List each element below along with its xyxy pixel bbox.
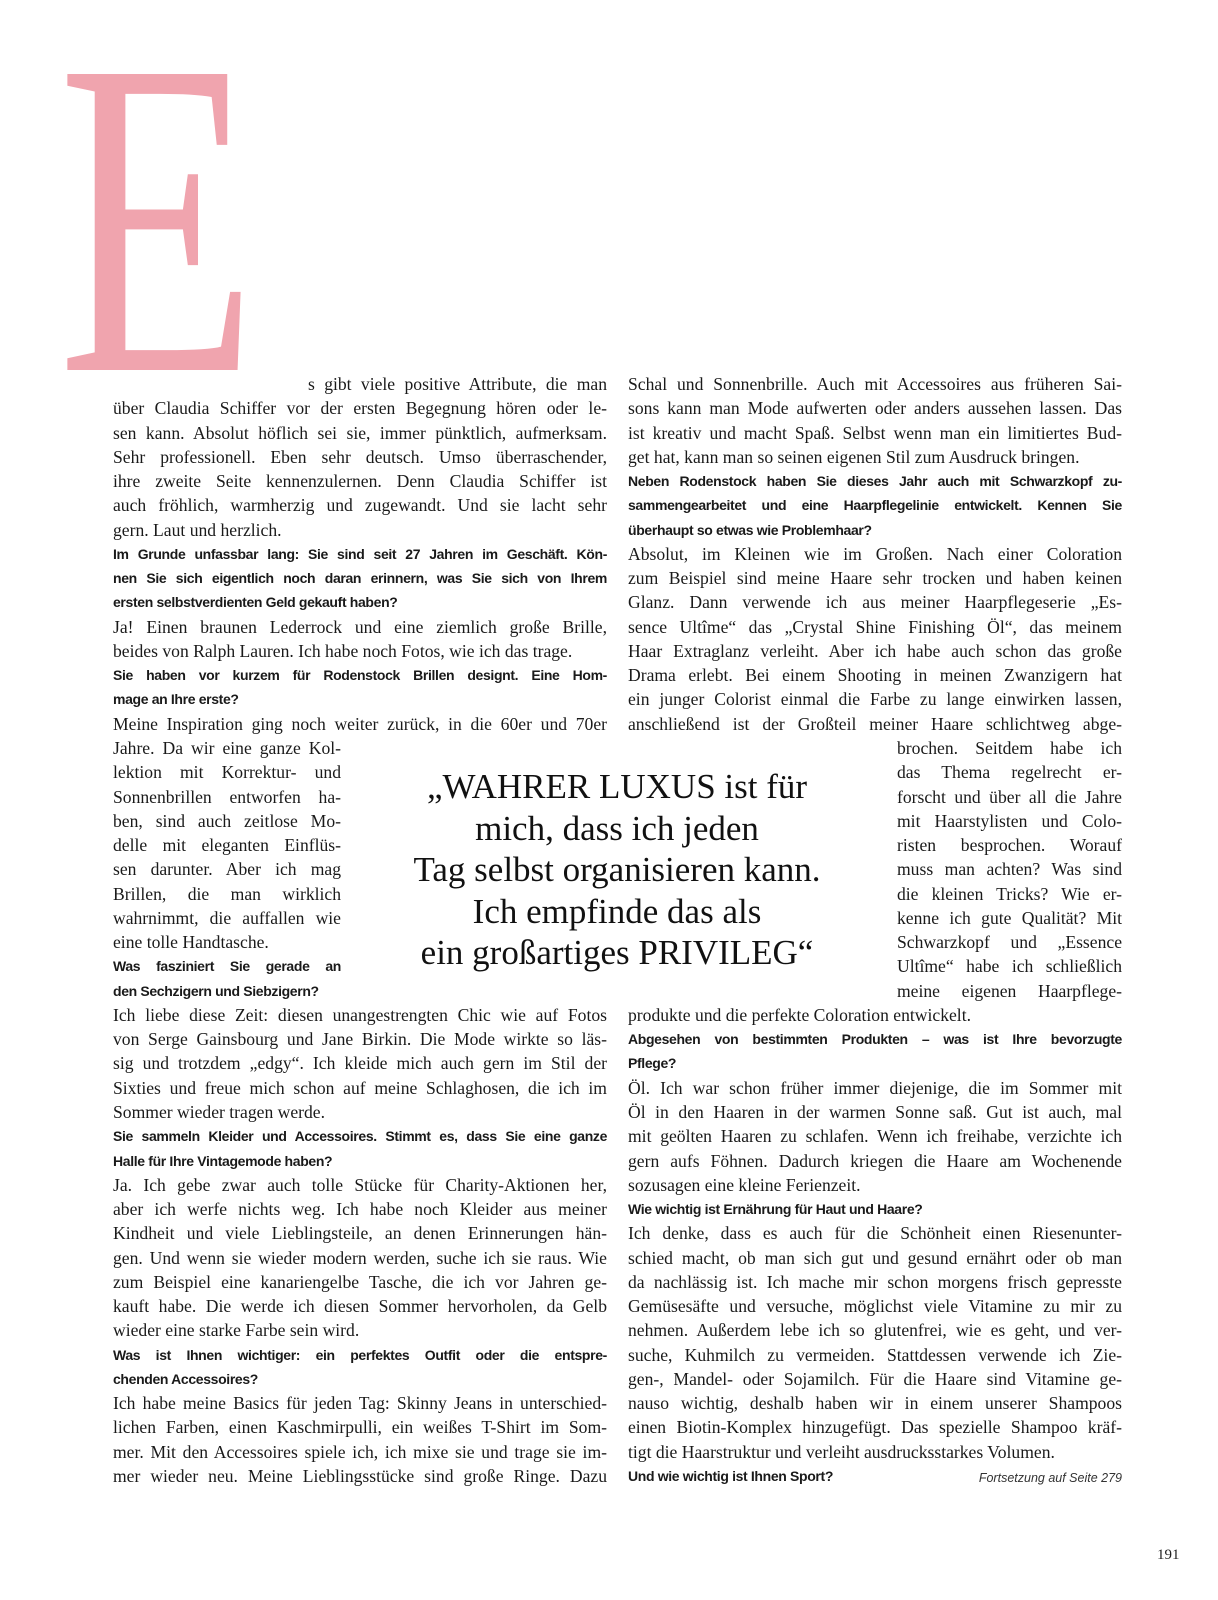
body-text-line: meine eigenen Haarpflege- <box>897 980 1122 1001</box>
body-text-line: gern. Laut und herzlich. <box>113 519 282 540</box>
interview-question-line: Und wie wichtig ist Ihnen Sport? <box>628 1467 834 1484</box>
body-text-line: Brillen, die man wirklich <box>113 883 341 904</box>
body-text-line: mit Haarstylisten und Colo- <box>897 810 1122 831</box>
body-text-line: nauso wichtig, deshalb haben wir in einem unserer Shampoos <box>628 1393 1122 1414</box>
interview-question-line: überhaupt so etwas wie Problemhaar? <box>628 521 872 538</box>
body-text-line: von Serge Gainsbourg und Jane Birkin. Die Mode wirkte so läs- <box>113 1029 607 1050</box>
body-text-line: auch fröhlich, warmherzig und zugewandt. Und sie lacht sehr <box>113 495 607 516</box>
body-text-line: eine tolle Handtasche. <box>113 932 269 953</box>
interview-question-line: Was ist Ihnen wichtiger: ein perfektes Outfit oder die entspre- <box>113 1346 607 1363</box>
drop-cap: E <box>58 0 257 468</box>
body-text-line: Absolut, im Kleinen wie im Großen. Nach einer Coloration <box>628 543 1122 564</box>
body-text-line: Drama erlebt. Bei einem Shooting in meinen Zwanzigern hat <box>628 665 1122 686</box>
interview-question-line: Sie sammeln Kleider und Accessoires. Stimmt es, dass Sie eine ganze <box>113 1128 607 1145</box>
body-text-line: zum Beispiel eine kanariengelbe Tasche, die ich vor Jahren ge- <box>113 1271 607 1292</box>
body-text-line: gen-, Mandel- oder Sojamilch. Für die Haare sind Vitamine ge- <box>628 1368 1122 1389</box>
body-text-line: sen kann. Absolut höflich sei sie, immer pünktlich, aufmerksam. <box>113 422 607 443</box>
body-text-line: anschließend ist der Großteil meiner Haare schlichtweg abge- <box>628 713 1122 734</box>
body-text-line: Ich denke, dass es auch für die Schönheit einen Riesenunter- <box>628 1223 1122 1244</box>
body-text-line: gern aufs Föhnen. Dadurch kriegen die Haare am Wochenende <box>628 1150 1122 1171</box>
page-number: 191 <box>1157 1547 1180 1563</box>
body-text-line: nehmen. Außerdem lebe ich so glutenfrei, wie es geht, und ver- <box>628 1320 1122 1341</box>
body-text-line: sozusagen eine kleine Ferienzeit. <box>628 1174 861 1195</box>
body-text-line: Ich habe meine Basics für jeden Tag: Skinny Jeans in unterschied- <box>113 1393 607 1414</box>
body-text-line: gen. Und wenn sie wieder modern werden, suche ich sie raus. Wie <box>113 1247 607 1268</box>
body-text-line: sig und trotzdem „edgy“. Ich kleide mich auch gern im Stil der <box>113 1053 607 1074</box>
body-text-line: ben, sind auch zeitlose Mo- <box>113 810 341 831</box>
body-text-line: ist kreativ und macht Spaß. Selbst wenn man ein limitiertes Bud- <box>628 422 1122 443</box>
continued-note: Fortsetzung auf Seite 279 <box>978 1471 1122 1485</box>
body-text-line: forscht und über all die Jahre <box>897 786 1122 807</box>
body-text-line: ihre zweite Seite kennenzulernen. Denn Claudia Schiffer ist <box>113 471 607 492</box>
body-text-line: sence Ultîme“ das „Crystal Shine Finishing Öl“, das meinem <box>628 616 1122 637</box>
body-text-line: Öl. Ich war schon früher immer diejenige, die im Sommer mit <box>628 1077 1122 1098</box>
body-text-line: muss man achten? Was sind <box>897 859 1122 880</box>
body-text-line: Sixties und freue mich schon auf meine Schlaghosen, die ich im <box>113 1077 607 1098</box>
interview-question-line: Sie haben vor kurzem für Rodenstock Brillen designt. Eine Hom- <box>113 667 607 684</box>
body-text-line: delle mit eleganten Einflüs- <box>113 835 341 856</box>
body-text-line: ein junger Colorist einmal die Farbe zu lange einwirken lassen, <box>628 689 1122 710</box>
interview-question-line: Abgesehen von bestimmten Produkten – was ist Ihre bevorzugte <box>628 1031 1122 1048</box>
body-text-line: Gemüsesäfte und versuche, möglichst viele Vitamine zu mir zu <box>628 1296 1122 1317</box>
body-text-line: wahrnimmt, die auffallen wie <box>113 907 341 928</box>
interview-question-line: ersten selbstverdienten Geld gekauft haben? <box>113 594 398 611</box>
body-text-line: wieder eine starke Farbe sein wird. <box>113 1320 360 1341</box>
interview-question-line: Halle für Ihre Vintagemode haben? <box>113 1152 333 1169</box>
body-text-line: zum Beispiel sind meine Haare sehr trocken und haben keinen <box>628 568 1122 589</box>
body-text-line: Kindheit und viele Lieblingsteile, an denen Erinnerungen hän- <box>113 1223 607 1244</box>
pull-quote-line: Tag selbst organisieren kann. <box>413 850 821 889</box>
body-text-line: Glanz. Dann verwende ich aus meiner Haarpflegeserie „Es- <box>628 592 1122 613</box>
body-text-line: Haar Extraglanz verleiht. Aber ich habe auch schon das große <box>628 640 1122 661</box>
body-text-line: lichen Farben, einen Kaschmirpulli, ein weißes T-Shirt im Som- <box>113 1417 607 1438</box>
pull-quote-line: ein großartiges PRIVILEG“ <box>420 933 814 972</box>
body-text-line: Ja. Ich gebe zwar auch tolle Stücke für Charity-Aktionen her, <box>113 1174 607 1195</box>
body-text-line: s gibt viele positive Attribute, die man <box>308 374 607 394</box>
pull-quote-line: Ich empfinde das als <box>472 891 762 931</box>
body-text-line: Ultîme“ habe ich schließlich <box>897 956 1122 977</box>
body-text-line: aber ich werfe nichts weg. Ich habe noch Kleider aus meiner <box>113 1199 607 1220</box>
interview-question-line: Neben Rodenstock haben Sie dieses Jahr auch mit Schwarzkopf zu- <box>628 473 1122 490</box>
body-text-line: lektion mit Korrektur- und <box>113 762 341 783</box>
interview-question-line: Pflege? <box>628 1055 677 1072</box>
body-text-line: kauft habe. Die werde ich diesen Sommer hervorholen, da Gelb <box>113 1296 607 1317</box>
pull-quote-line: mich, dass ich jeden <box>475 808 759 848</box>
body-text-line: kenne ich gute Qualität? Mit <box>897 907 1122 928</box>
body-text-line: brochen. Seitdem habe ich <box>897 737 1122 758</box>
body-text-line: schied macht, ob man sich gut und gesund ernährt oder ob man <box>628 1247 1122 1268</box>
body-text-line: risten besprochen. Worauf <box>897 835 1122 856</box>
body-text-line: Schal und Sonnenbrille. Auch mit Accessoires aus früheren Sai- <box>628 374 1122 394</box>
body-text-line: Ich liebe diese Zeit: diesen unangestrengten Chic wie auf Fotos <box>113 1004 607 1025</box>
body-text-line: Schwarzkopf und „Essence <box>897 932 1122 953</box>
interview-question-line: den Sechzigern und Siebzigern? <box>113 982 319 999</box>
body-text-line: mit geölten Haaren zu schlafen. Wenn ich freihabe, verzichte ich <box>628 1126 1122 1147</box>
interview-question-line: mage an Ihre erste? <box>113 691 239 708</box>
interview-question-line: nen Sie sich eigentlich noch daran erinnern, was Sie sich von Ihrem <box>113 570 607 587</box>
interview-question-line: sammengearbeitet und eine Haarpflegelinie entwickelt. Kennen Sie <box>628 497 1122 514</box>
body-text-line: Jahre. Da wir eine ganze Kol- <box>113 737 341 758</box>
body-text-line: get hat, kann man so seinen eigenen Stil zum Ausdruck bringen. <box>628 446 1080 467</box>
body-text-line: da nachlässig ist. Ich mache mir schon morgens frisch gepresste <box>628 1271 1122 1292</box>
body-text-line: Meine Inspiration ging noch weiter zurück, in die 60er und 70er <box>113 713 607 734</box>
body-text-line: Sonnenbrillen entworfen ha- <box>113 786 341 807</box>
body-text-line: Öl in den Haaren in der warmen Sonne saß. Gut ist auch, mal <box>628 1101 1122 1122</box>
body-text-line: mer. Mit den Accessoires spiele ich, ich mixe sie und trage sie im- <box>113 1441 607 1462</box>
body-text-line: produkte und die perfekte Coloration entwickelt. <box>628 1004 971 1025</box>
pull-quote <box>380 766 854 974</box>
body-text-line: tigt die Haarstruktur und verleiht ausdrucksstarkes Volumen. <box>628 1441 1055 1462</box>
body-text-line: sons kann man Mode aufwerten oder anders aussehen lassen. Das <box>628 398 1122 419</box>
body-text-line: Ja! Einen braunen Lederrock und eine ziemlich große Brille, <box>113 616 607 637</box>
body-text-line: mer wieder neu. Meine Lieblingsstücke sind große Ringe. Dazu <box>113 1465 607 1486</box>
body-text-line: suche, Kuhmilch zu vermeiden. Stattdessen verwende ich Zie- <box>628 1344 1122 1365</box>
pull-quote-line: „WAHRER LUXUS ist für <box>426 767 808 806</box>
interview-question-line: Was fasziniert Sie gerade an <box>113 958 341 975</box>
body-text-line: sen darunter. Aber ich mag <box>113 859 341 880</box>
body-text-line: die kleinen Tricks? Wie er- <box>897 883 1122 904</box>
body-text-line: einen Biotin-Komplex hinzugefügt. Das spezielle Shampoo kräf- <box>628 1417 1122 1438</box>
body-text-line: das Thema regelrecht er- <box>897 762 1122 783</box>
interview-question-line: Wie wichtig ist Ernährung für Haut und Haare? <box>628 1201 923 1218</box>
body-text-line: über Claudia Schiffer vor der ersten Begegnung hören oder le- <box>113 398 607 419</box>
interview-question-line: Im Grunde unfassbar lang: Sie sind seit 27 Jahren im Geschäft. Kön- <box>113 545 607 562</box>
body-text-line: Sommer wieder tragen werde. <box>113 1101 326 1122</box>
body-text-line: Sehr professionell. Eben sehr deutsch. Umso überraschender, <box>113 446 607 467</box>
body-text-line: beides von Ralph Lauren. Ich habe noch Fotos, wie ich das trage. <box>113 640 573 661</box>
interview-question-line: chenden Accessoires? <box>113 1370 258 1387</box>
